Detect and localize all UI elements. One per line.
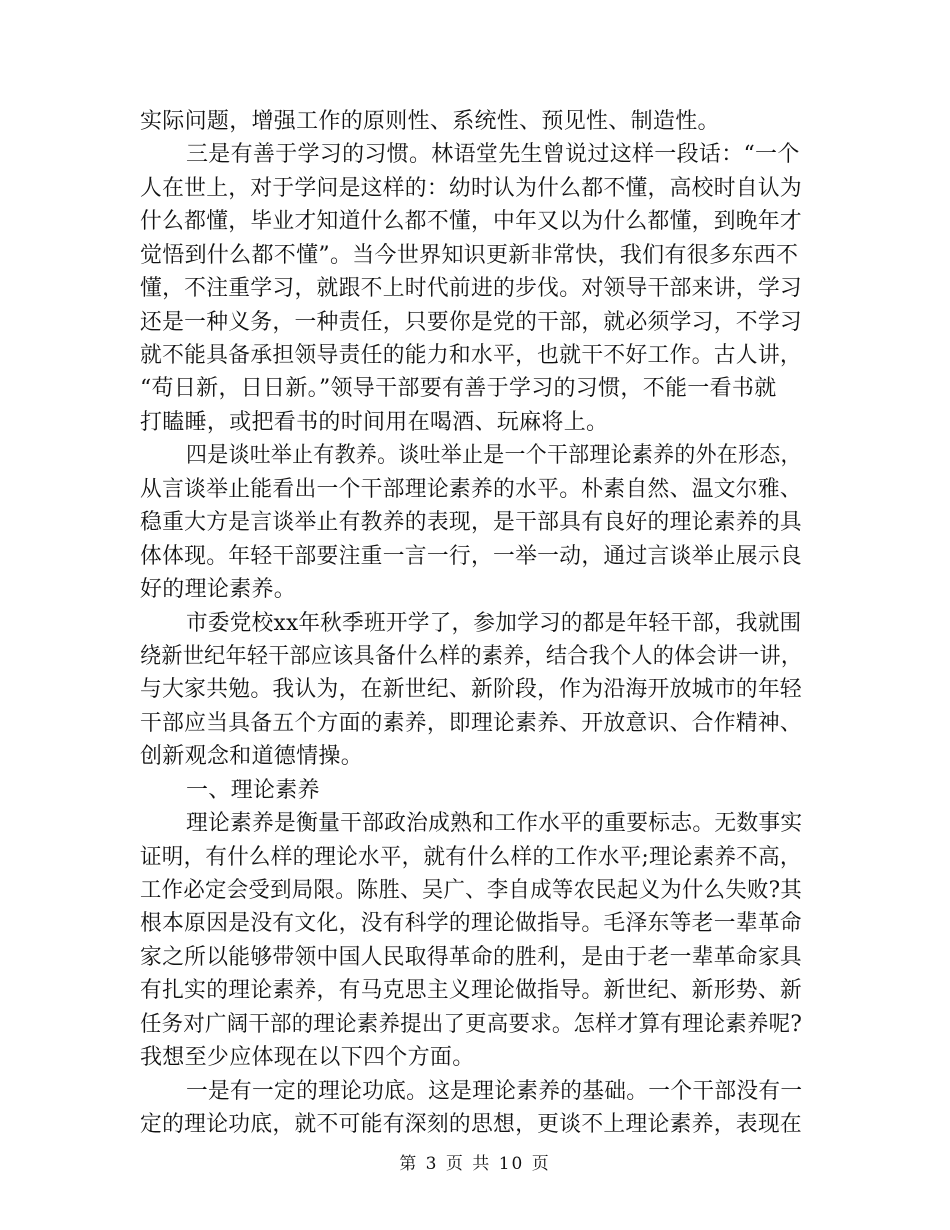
page-number-footer: 第 3 页 共 10 页 [399, 1154, 551, 1174]
paragraph-start-line: 一是有一定的理论功底。这是理论素养的基础。一个干部没有一 [186, 1079, 803, 1104]
text-line: 根本原因是没有文化，没有科学的理论做指导。毛泽东等老一辈革命 [140, 911, 802, 936]
text-line: 打瞌睡，或把看书的时间用在喝酒、玩麻将上。 [140, 410, 609, 435]
text-line: 体体现。年轻干部要注重一言一行，一举一动，通过言谈举止展示良 [140, 544, 802, 569]
text-line: 人在世上，对于学问是这样的：幼时认为什么都不懂，高校时自认为 [140, 176, 802, 201]
text-line: 好的理论素养。 [140, 577, 297, 602]
text-line: 我想至少应体现在以下四个方面。 [140, 1045, 475, 1070]
text-line: 觉悟到什么都不懂”。当今世界知识更新非常快，我们有很多东西不 [140, 243, 799, 268]
text-line: 有扎实的理论素养，有马克思主义理论做指导。新世纪、新形势、新 [140, 978, 802, 1003]
paragraph-start-line: 三是有善于学习的习惯。林语堂先生曾说过这样一段话：“一个 [186, 142, 800, 167]
text-line: 懂，不注重学习，就跟不上时代前进的步伐。对领导干部来讲，学习 [140, 276, 802, 301]
text-line: 创新观念和道德情操。 [140, 744, 364, 769]
text-line: 就不能具备承担领导责任的能力和水平，也就干不好工作。古人讲， [140, 343, 802, 368]
text-line: 从言谈举止能看出一个干部理论素养的水平。朴素自然、温文尔雅、 [140, 477, 802, 502]
text-line: 还是一种义务，一种责任，只要你是党的干部，就必须学习，不学习 [140, 310, 802, 335]
text-line: 家之所以能够带领中国人民取得革命的胜利，是由于老一辈革命家具 [140, 945, 802, 970]
text-line: 实际问题，增强工作的原则性、系统性、预见性、制造性。 [140, 109, 720, 134]
text-line: 什么都懂，毕业才知道什么都不懂，中年又以为什么都懂，到晚年才 [140, 209, 802, 234]
text-line: 稳重大方是言谈举止有教养的表现，是干部具有良好的理论素养的具 [140, 510, 802, 535]
text-line: “苟日新，日日新。”领导干部要有善于学习的习惯，不能一看书就 [140, 376, 777, 401]
section-heading: 一、理论素养 [186, 778, 320, 803]
text-line: 定的理论功底，就不可能有深刻的思想，更谈不上理论素养，表现在 [140, 1112, 802, 1137]
text-line: 与大家共勉。我认为，在新世纪、新阶段，作为沿海开放城市的年轻 [140, 677, 802, 702]
paragraph-start-line: 四是谈吐举止有教养。谈吐举止是一个干部理论素养的外在形态， [186, 443, 802, 468]
text-line: 干部应当具备五个方面的素养，即理论素养、开放意识、合作精神、 [140, 711, 802, 736]
text-line: 工作必定会受到局限。陈胜、吴广、李自成等农民起义为什么失败?其 [140, 878, 803, 903]
text-line: 绕新世纪年轻干部应该具备什么样的素养，结合我个人的体会讲一讲， [140, 644, 803, 669]
text-line: 任务对广阔干部的理论素养提出了更高要求。怎样才算有理论素养呢? [140, 1012, 803, 1037]
paragraph-start-line: 市委党校xx年秋季班开学了，参加学习的都是年轻干部，我就围 [186, 611, 802, 636]
text-line: 证明，有什么样的理论水平，就有什么样的工作水平;理论素养不高， [140, 845, 802, 870]
paragraph-start-line: 理论素养是衡量干部政治成熟和工作水平的重要标志。无数事实 [186, 811, 803, 836]
